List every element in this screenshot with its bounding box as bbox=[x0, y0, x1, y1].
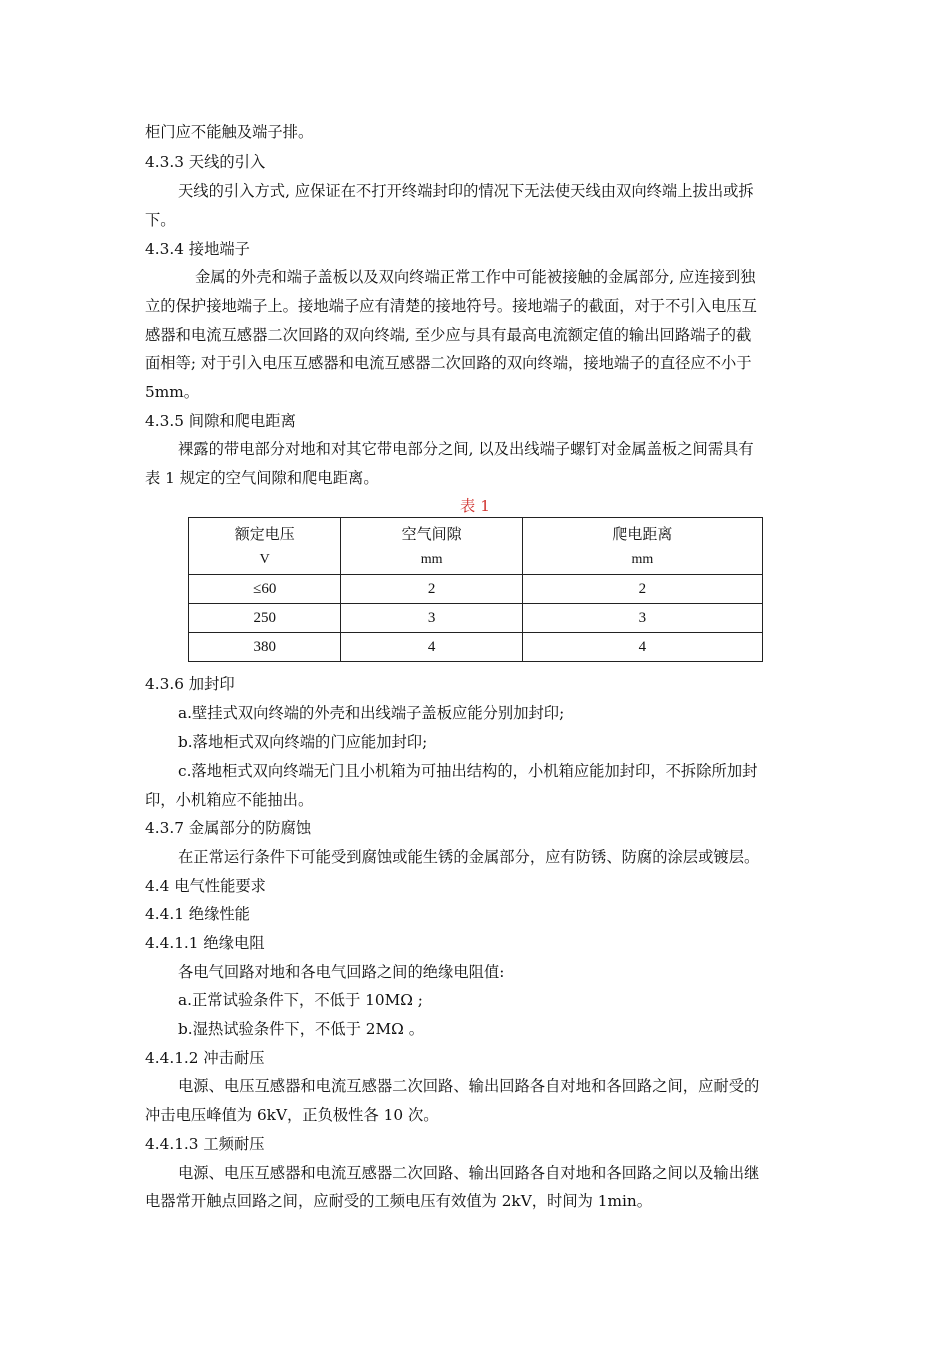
header-cell-creepage: 爬电距离 mm bbox=[522, 518, 762, 575]
table-row bbox=[189, 575, 763, 604]
paragraph-line: 5mm。 bbox=[145, 383, 200, 401]
list-item: b.湿热试验条件下，不低于 2MΩ 。 bbox=[178, 1020, 425, 1038]
table-caption: 表 1 bbox=[460, 497, 490, 515]
table-cell: 380 bbox=[189, 633, 341, 662]
header-cell-air-gap: 空气间隙 mm bbox=[341, 518, 522, 575]
list-item: c.落地柜式双向终端无门且小机箱为可抽出结构的，小机箱应能加封印，不拆除所加封 bbox=[178, 762, 758, 780]
paragraph-line: 金属的外壳和端子盖板以及双向终端正常工作中可能被接触的金属部分, 应连接到独 bbox=[195, 268, 756, 286]
paragraph-line: 电源、电压互感器和电流互感器二次回路、输出回路各自对地和各回路之间，应耐受的 bbox=[178, 1077, 760, 1095]
paragraph-line: 电源、电压互感器和电流互感器二次回路、输出回路各自对地和各回路之间以及输出继 bbox=[178, 1164, 760, 1182]
table-cell: 3 bbox=[522, 604, 762, 633]
list-item: a.正常试验条件下，不低于 10MΩ ; bbox=[178, 991, 423, 1009]
list-item: b.落地柜式双向终端的门应能加封印; bbox=[178, 733, 428, 751]
paragraph-line: 感器和电流互感器二次回路的双向终端, 至少应与具有最高电流额定值的输出回路端子的截 bbox=[145, 326, 752, 344]
section-heading-4-3-6: 4.3.6 加封印 bbox=[145, 675, 235, 693]
paragraph-line: 立的保护接地端子上。接地端子应有清楚的接地符号。接地端子的截面，对于不引入电压互 bbox=[145, 297, 757, 315]
section-heading-4-4-1-2: 4.4.1.2 冲击耐压 bbox=[145, 1049, 265, 1067]
table-row bbox=[189, 604, 763, 633]
table-cell: 250 bbox=[189, 604, 341, 633]
table-cell: 4 bbox=[341, 633, 522, 662]
paragraph-line: 电器常开触点回路之间，应耐受的工频电压有效值为 2kV，时间为 1min。 bbox=[145, 1192, 653, 1210]
header-cell-voltage: 额定电压 V bbox=[189, 518, 341, 575]
table-row bbox=[189, 633, 763, 662]
table-cell: 3 bbox=[341, 604, 522, 633]
list-item: a.壁挂式双向终端的外壳和出线端子盖板应能分别加封印; bbox=[178, 704, 565, 722]
section-heading-4-3-5: 4.3.5 间隙和爬电距离 bbox=[145, 412, 296, 430]
table-cell: 4 bbox=[522, 633, 762, 662]
section-heading-4-4-1-1: 4.4.1.1 绝缘电阻 bbox=[145, 934, 265, 952]
table-header-row bbox=[189, 518, 763, 575]
paragraph-line: 天线的引入方式, 应保证在不打开终端封印的情况下无法使天线由双向终端上拔出或拆 bbox=[178, 182, 754, 200]
table-cell: 2 bbox=[522, 575, 762, 604]
section-heading-4-3-7: 4.3.7 金属部分的防腐蚀 bbox=[145, 819, 312, 837]
section-heading-4-3-4: 4.3.4 接地端子 bbox=[145, 240, 250, 258]
paragraph-line: 裸露的带电部分对地和对其它带电部分之间, 以及出线端子螺钉对金属盖板之间需具有 bbox=[178, 440, 754, 458]
paragraph-line: 表 1 规定的空气间隙和爬电距离。 bbox=[145, 469, 379, 487]
paragraph-line: 面相等; 对于引入电压互感器和电流互感器二次回路的双向终端，接地端子的直径应不小于 bbox=[145, 354, 752, 372]
section-heading-4-4-1: 4.4.1 绝缘性能 bbox=[145, 905, 250, 923]
paragraph-line: 各电气回路对地和各电气回路之间的绝缘电阻值: bbox=[178, 963, 505, 981]
section-heading-4-4: 4.4 电气性能要求 bbox=[145, 877, 266, 895]
paragraph-line: 冲击电压峰值为 6kV，正负极性各 10 次。 bbox=[145, 1106, 439, 1124]
paragraph-line: 印，小机箱应不能抽出。 bbox=[145, 791, 314, 809]
paragraph-line: 下。 bbox=[145, 211, 176, 229]
section-heading-4-4-1-3: 4.4.1.3 工频耐压 bbox=[145, 1135, 265, 1153]
paragraph-line: 柜门应不能触及端子排。 bbox=[145, 123, 314, 141]
table-cell: ≤60 bbox=[189, 575, 341, 604]
section-heading-4-3-3: 4.3.3 天线的引入 bbox=[145, 153, 266, 171]
paragraph-line: 在正常运行条件下可能受到腐蚀或能生锈的金属部分，应有防锈、防腐的涂层或镀层。 bbox=[178, 848, 760, 866]
table-cell: 2 bbox=[341, 575, 522, 604]
clearance-table bbox=[188, 517, 763, 662]
